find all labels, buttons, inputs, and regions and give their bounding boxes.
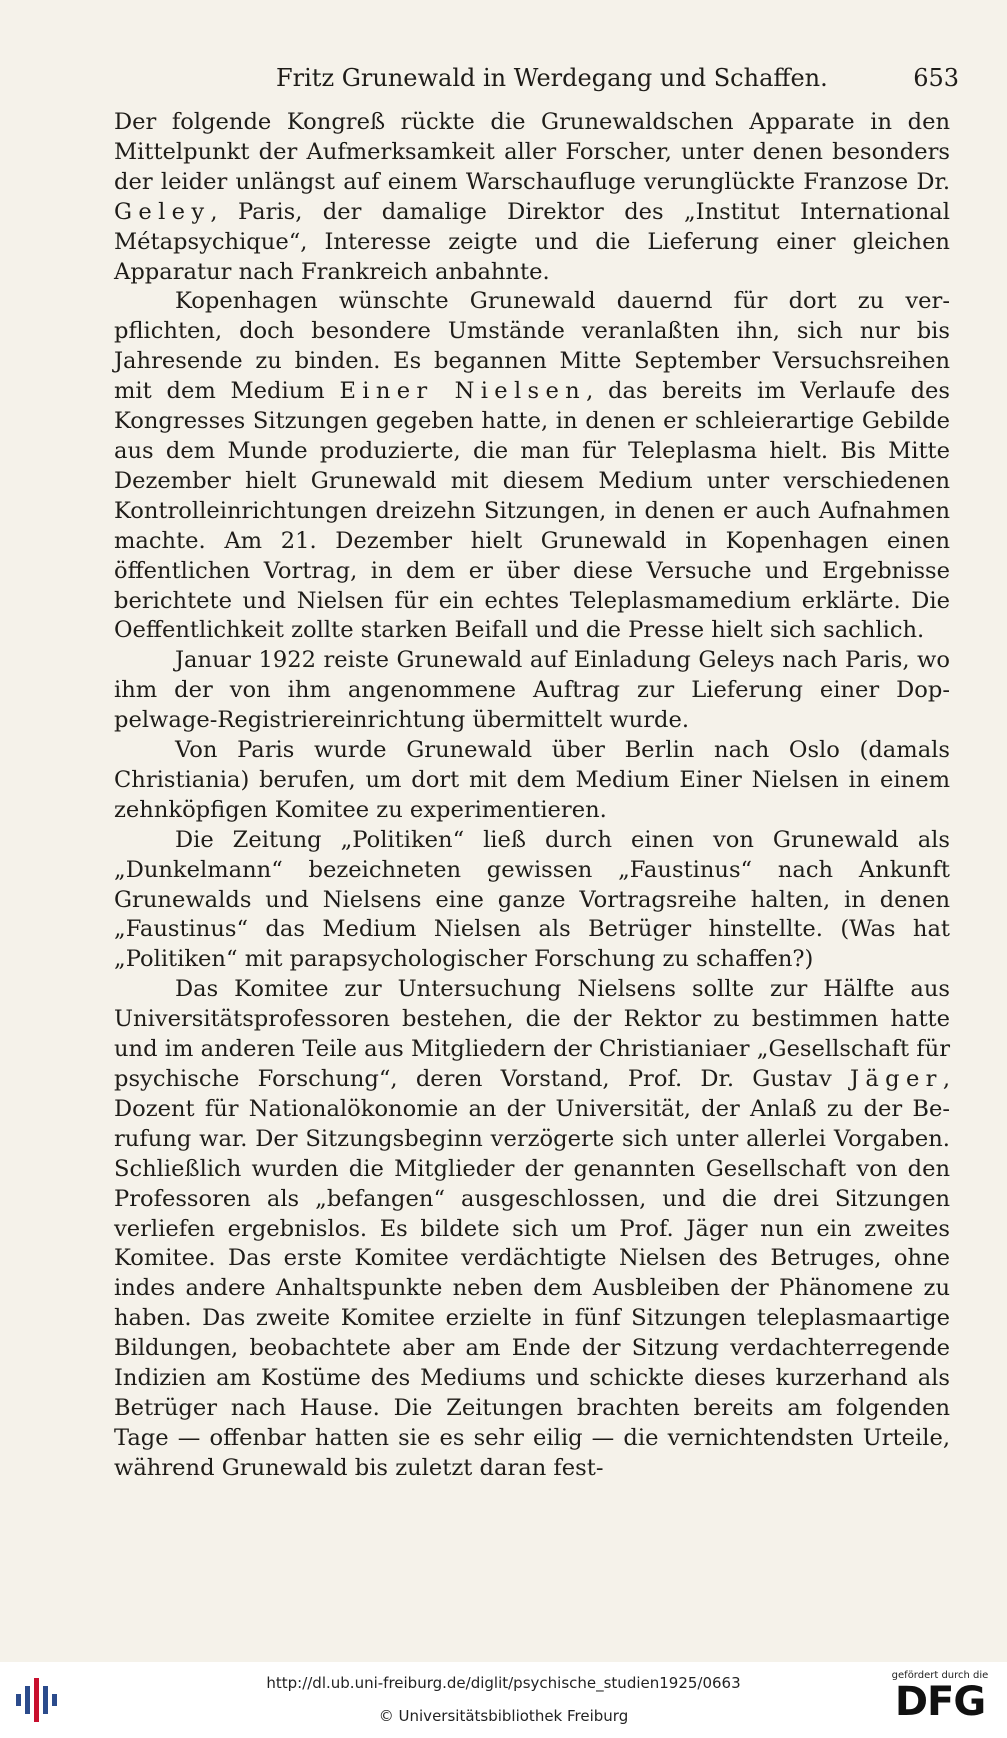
paragraph-text: Die Zeitung „Politiken“ ließ durch einen von Grunewald als „Dunkelmann“ bezeichneten gewissen „Faustinus“ nach Ankunft Grunewalds und Nielsens eine ganze Vortragsreihe halten, in denen „Faustinus“ das Medium Nielsen als Betrüger hinstellte. (Was hat „Politiken“ mit parapsychologischer Forschung zu schaffen?) [114,826,950,973]
running-title: Fritz Grunewald in Werdegang und Schaffen. [276,64,828,92]
dfg-logo-text: DFG [894,1679,986,1725]
dfg-logo [885,1670,995,1730]
dfg-funded-by: gefördert durch die [891,1670,989,1681]
page-header [114,58,959,98]
paragraph [114,108,950,287]
spaced-name: Einer Nielsen [339,378,587,405]
paragraph-text: Von Paris wurde Grunewald über Berlin nach Oslo (damals Christiania) berufen, um dort mit dem Medium Einer Nielsen in einem zehnköpfigen Komitee zu experimentieren. [114,737,950,823]
paragraph-text: Kopenhagen wünschte Grunewald dauernd für dort zu verpflichten, doch besondere Umstände veranlaßten ihn, sich nur bis Jahresende zu binden. Es begannen Mitte September Versuchsreihen mit dem Medium [114,288,950,405]
spaced-name: Geley [114,198,211,225]
spaced-name: Jäger [850,1066,943,1092]
paragraph-text: Der folgende Kongreß rückte die Grunewaldschen Apparate in den Mittelpunkt der Aufmerksamkeit aller Forscher, unter denen besonders der leider unlängst auf einem Warschaufluge verunglückte Franzose Dr. [114,109,950,195]
paragraph-text: Das Komitee zur Untersuchung Nielsens sollte zur Hälfte aus Universitätsprofessoren bestehen, die der Rektor zu bestimmen hatte und im anderen Teile aus Mitgliedern der Christianiaer „Gesellschaft für psychische Forschung“, deren Vorstand, Prof. Dr. Gustav [114,976,950,1092]
paragraph [114,826,950,976]
paragraph [114,975,950,1483]
document-url[interactable]: http://dl.ub.uni-freiburg.de/diglit/psychische_studien1925/0663 [266,1674,741,1692]
copyright-notice: © Universitätsbibliothek Freiburg [378,1707,629,1725]
viewer-footer [0,1662,1007,1738]
paragraph [114,287,950,646]
paragraph-text: , Paris, der damalige Direktor des „Institut International Métapsychique“, Interesse zeigte und die Lieferung einer gleichen Apparatur nach Frankreich anbahnte. [114,198,950,285]
paragraph-text: , das bereits im Verlaufe des Kongresses Sitzungen gegeben hatte, in denen er schleierartige Gebilde aus dem Munde produzierte, die man für Teleplasma hielt. Bis Mitte Dezember hielt Grunewald mit diesem Medium unter verschiedenen Kontrolleinrichtungen dreizehn Sitzungen, in denen er auch Aufnahmen machte. Am 21. Dezember hielt Grunewald in Kopenhagen einen öffentlichen Vortrag, in dem er über diese Versuche und Ergebnisse berichtete und Nielsen für ein echtes Teleplasmamedium erklärte. Die Oeffentlichkeit zollte starken Beifall und die Presse hielt sich sachlich. [114,378,950,644]
page-number: 653 [913,64,959,92]
paragraph [114,736,950,826]
body-text [114,108,950,1484]
paragraph [114,646,950,736]
paragraph-text: Januar 1922 reiste Grunewald auf Einladung Geleys nach Paris, wo ihm der von ihm angenommene Auftrag zur Lieferung einer Doppelwage-Registriereinrichtung übermittelt wurde. [114,647,950,734]
paragraph-text: , Dozent für Nationalökonomie an der Universität, der Anlaß zu der Berufung war. Der Sitzungsbeginn verzögerte sich unter allerlei Vorgaben. Schließlich wurden die Mitglieder der genannten Gesellschaft von den Professoren als „befangen“ ausgeschlossen, und die drei Sitzungen verliefen ergebnislos. Es bildete sich um Prof. Jäger nun ein zweites Komitee. Das erste Komitee verdächtigte Nielsen des Betruges, ohne indes andere Anhaltspunkte neben dem Ausbleiben der Phänomene zu haben. Das zweite Komitee erzielte in fünf Sitzungen teleplasmaartige Bildungen, beobachtete aber am Ende der Sitzung verdachterregende Indizien am Kostüme des Mediums und schickte dieses kurzerhand als Betrüger nach Hause. Die Zeitungen brachten bereits am folgenden Tage — offenbar hatten sie es sehr eilig — die vernichtendsten Urteile, während Grunewald bis zuletzt daran fest- [114,1066,950,1481]
